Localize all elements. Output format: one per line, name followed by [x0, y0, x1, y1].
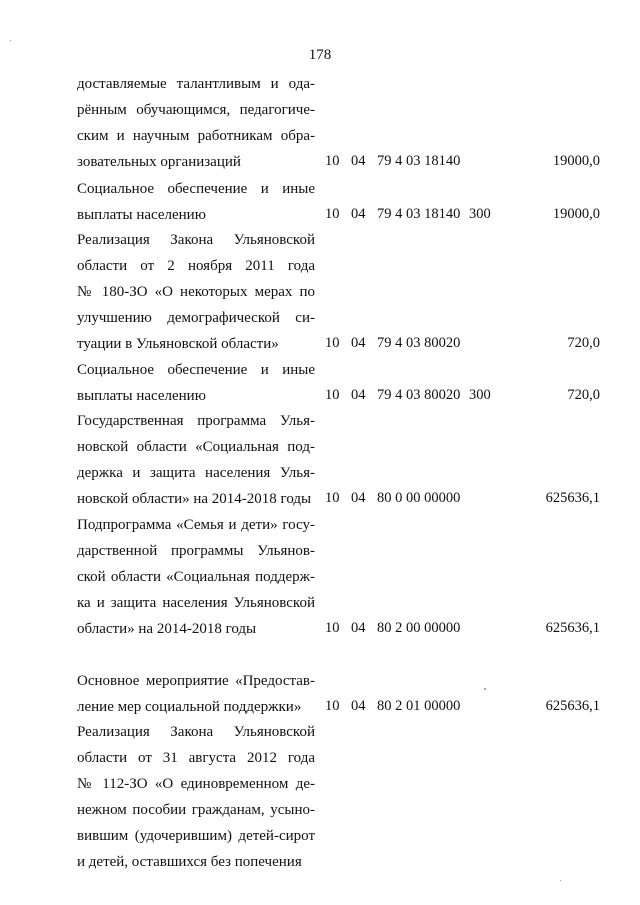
description-line: доставляемые талантливым и ода-: [77, 76, 315, 92]
description-line: ление мер социальной поддержки»: [77, 699, 302, 715]
description-line: Реализация Закона Ульяновской: [77, 232, 315, 248]
row-amount: 720,0: [567, 387, 600, 403]
expense-type-code: 300: [469, 387, 491, 403]
row-codes: [325, 153, 499, 170]
row-codes: [325, 490, 499, 507]
description-line: области от 2 ноября 2011 года: [77, 258, 315, 274]
target-article-code: 79 4 03 80020: [377, 387, 461, 403]
target-article-code: 80 2 01 00000: [377, 698, 461, 714]
subsection-code: 04: [351, 620, 366, 636]
description-line: Реализация Закона Ульяновской: [77, 724, 315, 740]
target-article-code: 79 4 03 18140: [377, 206, 461, 222]
description-line: зовательных организаций: [77, 154, 241, 170]
section-code: 10: [325, 387, 340, 403]
section-code: 10: [325, 620, 340, 636]
description-line: ка и защита населения Ульяновской: [77, 595, 315, 611]
section-code: 10: [325, 698, 340, 714]
scan-speck: [484, 688, 486, 690]
row-description: [77, 408, 315, 512]
scan-speck: [10, 40, 11, 41]
description-line: рённым обучающимся, педагогиче-: [77, 102, 315, 118]
description-line: выплаты населению: [77, 207, 206, 223]
subsection-code: 04: [351, 206, 366, 222]
target-article-code: 79 4 03 18140: [377, 153, 461, 169]
description-line: и детей, оставшихся без попечения: [77, 854, 302, 870]
description-line: № 112-ЗО «О единовременном де-: [77, 776, 315, 792]
description-line: туации в Ульяновской области»: [77, 336, 279, 352]
description-line: новской области «Социальная под-: [77, 439, 315, 455]
subsection-code: 04: [351, 698, 366, 714]
description-line: Социальное обеспечение и иные: [77, 362, 315, 378]
description-line: Подпрограмма «Семья и дети» госу-: [77, 517, 315, 533]
description-line: ским и научным работникам обра-: [77, 128, 315, 144]
subsection-code: 04: [351, 490, 366, 506]
description-line: № 180-ЗО «О некоторых мерах по: [77, 284, 315, 300]
row-description: [77, 176, 315, 228]
description-line: ской области «Социальная поддерж-: [77, 569, 315, 585]
subsection-code: 04: [351, 153, 366, 169]
row-codes: [325, 387, 499, 404]
description-line: вившим (удочерившим) детей-сирот: [77, 828, 315, 844]
row-description: [77, 719, 315, 875]
subsection-code: 04: [351, 387, 366, 403]
target-article-code: 80 2 00 00000: [377, 620, 461, 636]
row-codes: [325, 620, 499, 637]
row-amount: 625636,1: [545, 698, 600, 714]
description-line: области» на 2014-2018 годы: [77, 621, 257, 637]
row-description: [77, 512, 315, 642]
row-amount: 720,0: [567, 335, 600, 351]
section-code: 10: [325, 206, 340, 222]
description-line: улучшению демографической си-: [77, 310, 315, 326]
expense-type-code: 300: [469, 206, 491, 222]
description-line: дарственной программы Ульянов-: [77, 543, 315, 559]
description-line: Основное мероприятие «Предостав-: [77, 673, 315, 689]
row-description: [77, 357, 315, 409]
target-article-code: 80 0 00 00000: [377, 490, 461, 506]
section-code: 10: [325, 335, 340, 351]
row-amount: 625636,1: [545, 620, 600, 636]
row-codes: [325, 206, 499, 223]
row-amount: 19000,0: [552, 153, 600, 169]
description-line: новской области» на 2014-2018 годы: [77, 491, 312, 507]
page-number: 178: [308, 47, 332, 63]
row-codes: [325, 698, 499, 715]
row-description: [77, 227, 315, 357]
description-line: области от 31 августа 2012 года: [77, 750, 315, 766]
section-code: 10: [325, 153, 340, 169]
description-line: держка и защита населения Улья-: [77, 465, 315, 481]
subsection-code: 04: [351, 335, 366, 351]
description-line: нежном пособии гражданам, усыно-: [77, 802, 315, 818]
scan-speck: [560, 880, 561, 881]
row-amount: 625636,1: [545, 490, 600, 506]
row-description: [77, 71, 315, 175]
description-line: выплаты населению: [77, 388, 206, 404]
description-line: Социальное обеспечение и иные: [77, 181, 315, 197]
section-code: 10: [325, 490, 340, 506]
target-article-code: 79 4 03 80020: [377, 335, 461, 351]
row-amount: 19000,0: [552, 206, 600, 222]
row-description: [77, 668, 315, 720]
row-codes: [325, 335, 499, 352]
description-line: Государственная программа Улья-: [77, 413, 315, 429]
